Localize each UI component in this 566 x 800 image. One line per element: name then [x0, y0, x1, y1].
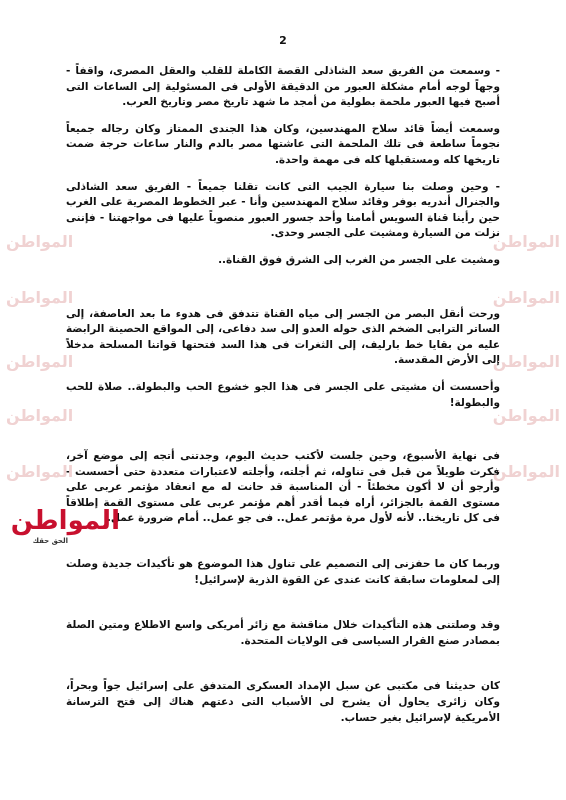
watermark: المواطن	[6, 406, 74, 425]
page-number: 2	[279, 34, 287, 47]
logo-wordmark: المواطن	[10, 506, 120, 536]
paragraph: ومشيت على الجسر من الغرب إلى الشرق فوق القناة..	[218, 253, 500, 266]
paragraph: وسمعت أيضاً قائد سلاح المهندسين، وكان هذا الجندى الممتاز وكان رجاله جميعاً نجوماً ساطعة فى تلك الملحمة التى عاشتها مصر بالدم والنار ساعات حرجة ضمت تاريخها كله ومستقبلها كله فى مهمة واحدة.	[66, 122, 500, 166]
watermark: المواطن	[6, 352, 74, 371]
watermark: المواطن	[492, 352, 560, 371]
paragraph: كان حديثنا فى مكتبى عن سبل الإمداد العسكرى المتدفق على إسرائيل جواً وبحراً، وكان زائرى يحاول أن يشرح لى الأسباب التى دعتهم هناك إلى فتح الترسانة الأمريكية لإسرائيل بغير حساب.	[66, 680, 500, 724]
watermark: المواطن	[492, 288, 560, 307]
paragraph: - وحين وصلت بنا سيارة الجيب التى كانت تقلنا جميعاً - الفريق سعد الشاذلى والجنرال أندريه بوفر وقائد سلاح المهندسين وأنا - عبر الخطوط المصرية على الغرب حين رأينا قناة السويس أمامنا وأحد جسور العبور منصوباً عليها فى مواجهتنا - فإننى نزلت من السيارة ومشيت على الجسر وحدى.	[66, 180, 500, 240]
paragraph: وربما كان ما حفزنى إلى التصميم على تناول هذا الموضوع هو تأكيدات جديدة وصلت إلى لمعلومات سابقة كانت عندى عن القوة الذرية لإسرائيل!	[66, 558, 500, 586]
watermark: المواطن	[6, 462, 74, 481]
watermark: المواطن	[492, 406, 560, 425]
paragraph: وقد وصلتنى هذه التأكيدات خلال مناقشة مع زائر أمريكى واسع الاطلاع ومتين الصلة بمصادر صنع القرار السياسى فى الولايات المتحدة.	[66, 619, 500, 647]
paragraph: وأحسست أن مشيتى على الجسر فى هذا الجو خشوع الحب والبطولة.. صلاة للحب والبطولة!	[66, 380, 500, 409]
paragraph: - وسمعت من الفريق سعد الشاذلى القصة الكاملة للقلب والعقل المصرى، واقفاً - وجهاً لوجه أمام مشكلة العبور من الدقيقة الأولى فى المسئولية إلى الساعات التى أصبح فيها العبور ملحمة بطولية من أمجد ما شهد تاريخ مصر وتاريخ العرب.	[66, 65, 500, 109]
watermark: المواطن	[492, 232, 560, 251]
article-body	[66, 64, 500, 726]
watermark: المواطن	[492, 462, 560, 481]
logo-tagline: الحق حقك	[32, 537, 68, 545]
paragraph: فى نهاية الأسبوع، وحين جلست لأكتب حديث اليوم، وجدتنى أتجه إلى موضع آخر، فكرت طويلاً من قبل فى تناوله، ثم أجلته، وأجلته لاعتبارات متعددة حتى أحسست - وأرجو أن لا أكون مخطئاً - أن المناسبة قد حانت له مع انعقاد مؤتمر عربى على مستوى القمة بالجزائر، أراه فيما أقدر أهم مؤتمر عربى على مستوى القمة إطلاقاً فى كل تاريخنا.. لأنه لأول مرة مؤتمر عمل.. فى جو عمل.. أمام ضرورة عمل.	[66, 450, 500, 525]
paragraph: ورحت أنقل البصر من الجسر إلى مياه القناة تتدفق فى هدوء ما بعد العاصفة، إلى الساتر الترابى الضخم الذى حوله العدو إلى سد دفاعى، إلى المواقع الحصينة الرابضة عليه من بقايا خط بارليف، إلى الثغرات فى هذا السد فتحتها قواتنا المسلحة مدخلاً إلى الأرض المقدسة.	[66, 307, 500, 367]
watermark: المواطن	[6, 288, 74, 307]
site-logo	[10, 505, 126, 549]
watermark: المواطن	[6, 232, 74, 251]
